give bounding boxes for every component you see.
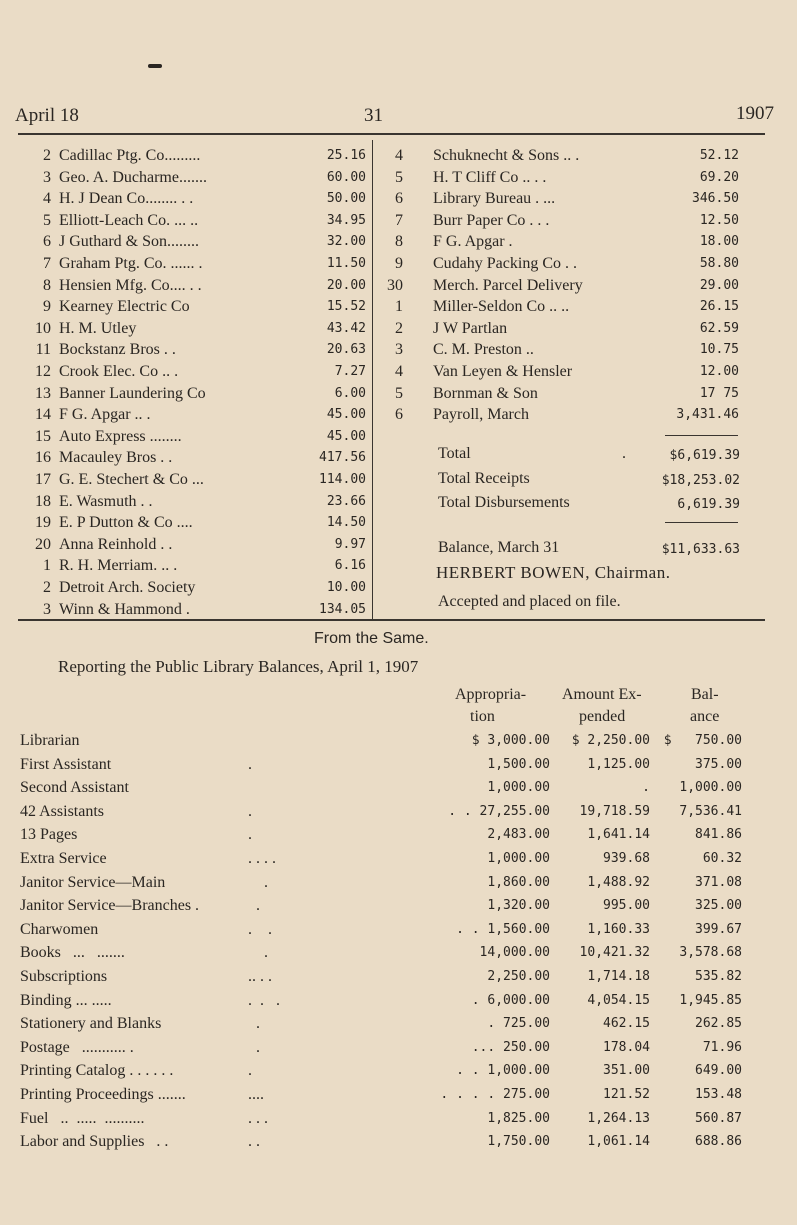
balance-row — [0, 1107, 797, 1131]
ledger-row-number: 1 — [395, 298, 403, 316]
expended-value: 462.15 — [603, 1016, 650, 1032]
ledger-row — [0, 360, 372, 384]
ledger-row — [0, 295, 372, 319]
ledger-row-amount: 11.50 — [326, 256, 366, 271]
balance-item-leader: . — [240, 826, 252, 844]
balance-item-name: Binding ... ..... — [20, 991, 112, 1009]
ledger-row — [0, 533, 372, 557]
ledger-row — [0, 554, 372, 578]
ledger-row-amount: 18.00 — [699, 234, 739, 250]
ledger-row — [373, 166, 797, 190]
balance-value: 3,578.68 — [679, 945, 742, 961]
ledger-row-payee: Bornman & Son — [433, 384, 538, 402]
ledger-row-payee: Burr Paper Co . . . — [433, 211, 550, 229]
ledger-row-amount: 7.27 — [334, 364, 366, 379]
ledger-row-amount: 43.42 — [326, 320, 366, 336]
ledger-row-payee: G. E. Stechert & Co ... — [59, 471, 204, 488]
expended-value: 1,061.14 — [587, 1134, 650, 1150]
ledger-row-number: 3 — [395, 341, 403, 359]
expended-value: 1,264.13 — [587, 1110, 650, 1126]
balance-item-name: 42 Assistants — [20, 802, 105, 820]
appropriation-value: 2,250.00 — [487, 969, 550, 984]
balance-item-leader: . . — [240, 1133, 260, 1151]
ledger-row — [0, 338, 372, 362]
ledger-row-payee: C. M. Preston .. — [433, 341, 534, 359]
balance-value: 688.86 — [695, 1134, 742, 1150]
ledger-row-payee: F G. Apgar . — [433, 233, 513, 251]
ledger-row-payee: Elliott-Leach Co. ... .. — [59, 211, 199, 229]
ledger-row — [0, 144, 372, 168]
ledger-row-amount: 62.59 — [699, 320, 739, 336]
balance-value: 71.96 — [702, 1039, 742, 1055]
appropriation-value: $ 3,000.00 — [471, 733, 550, 748]
balance-item-name: Stationery and Blanks — [20, 1015, 162, 1033]
ledger-row-payee: Cadillac Ptg. Co......... — [59, 147, 201, 164]
balance-value: 1,945.85 — [679, 992, 742, 1008]
ledger-row-amount: 346.50 — [692, 191, 739, 207]
ink-mark — [148, 64, 162, 68]
ledger-row — [373, 403, 797, 427]
totals-rule-top — [665, 435, 738, 436]
ledger-row-number: 7 — [43, 255, 51, 272]
ledger-row-payee: Auto Express ........ — [59, 427, 182, 445]
ledger-row-number: 6 — [395, 406, 403, 424]
balance-item-leader: . — [240, 1015, 260, 1033]
ledger-row-number: 5 — [43, 211, 51, 229]
balance-row — [0, 729, 797, 753]
ledger-row-payee: Kearney Electric Co — [59, 298, 190, 316]
ledger-row-number: 13 — [35, 384, 51, 402]
ledger-row — [373, 144, 797, 168]
header-rule — [18, 133, 765, 135]
balance-value: 371.08 — [695, 874, 742, 890]
expended-value: 1,125.00 — [587, 756, 650, 772]
ledger-row-payee: R. H. Merriam. .. . — [59, 557, 178, 575]
balance-item-name: Printing Catalog . . . . . . — [20, 1062, 174, 1080]
balance-row — [0, 871, 797, 895]
balance-row — [0, 1036, 797, 1060]
balance-row — [0, 1012, 797, 1036]
appropriation-value: . . 1,560.00 — [456, 921, 550, 937]
ledger-row-amount: 23.66 — [326, 493, 366, 509]
ledger-row-payee: Anna Reinhold . . — [59, 535, 173, 553]
ledger-row-amount: 114.00 — [319, 472, 366, 487]
balance-row — [0, 894, 797, 918]
ledger-row-number: 5 — [395, 384, 403, 402]
balance-item-leader: .... — [240, 1086, 264, 1103]
appropriation-value: . 725.00 — [487, 1016, 550, 1032]
ledger-row-payee: Winn & Hammond . — [59, 600, 190, 618]
ledger-row — [0, 209, 372, 233]
ledger-row-number: 4 — [43, 190, 51, 208]
ledger-row — [0, 187, 372, 211]
expended-value: 995.00 — [603, 898, 650, 914]
ledger-row-amount: 69.20 — [699, 169, 739, 185]
ledger-row-payee: H. J Dean Co........ . . — [59, 190, 194, 208]
balance-item-leader: . . — [240, 920, 272, 938]
ledger-row-number: 2 — [43, 579, 51, 596]
ledger-row-amount: 3,431.46 — [676, 407, 739, 423]
appropriation-value: 1,500.00 — [487, 756, 550, 772]
balance-item-leader: . . . . — [240, 850, 276, 867]
balance-row — [0, 1130, 797, 1154]
ledger-row-payee: Detroit Arch. Society — [59, 579, 196, 596]
ledger-row-amount: 50.00 — [326, 191, 366, 207]
appropriation-header-2: tion — [470, 708, 495, 725]
section-title: From the Same. — [314, 630, 429, 647]
balance-item-name: Extra Service — [20, 850, 107, 867]
ledger-row — [373, 274, 797, 298]
ledger-row-number: 2 — [395, 319, 403, 337]
balance-item-leader: . — [240, 1062, 252, 1080]
balance-value: 7,536.41 — [679, 803, 742, 819]
ledger-row-payee: Geo. A. Ducharme....... — [59, 168, 207, 186]
balance-row — [0, 989, 797, 1013]
appropriation-value: . . 1,000.00 — [456, 1063, 550, 1079]
ledger-row-payee: Cudahy Packing Co . . — [433, 255, 577, 272]
ledger-row-amount: 20.63 — [326, 342, 366, 358]
expended-value: 1,488.92 — [587, 874, 650, 890]
ledger-row-amount: 15.52 — [326, 299, 366, 315]
section-rule — [18, 619, 765, 621]
balance-item-leader: . — [240, 755, 252, 773]
balance-item-name: First Assistant — [20, 755, 112, 773]
balance-value: 1,000.00 — [679, 780, 742, 796]
ledger-row — [0, 425, 372, 449]
ledger-row-payee: Bockstanz Bros . . — [59, 341, 176, 359]
ledger-row — [373, 252, 797, 276]
expended-header: Amount Ex- — [562, 686, 642, 703]
ledger-row-number: 9 — [43, 298, 51, 316]
balance-value: 375.00 — [695, 756, 742, 772]
balance-value: 560.87 — [695, 1110, 742, 1126]
appropriation-value: ... 250.00 — [471, 1039, 550, 1055]
ledger-row — [0, 576, 372, 600]
ledger-row-payee: F G. Apgar .. . — [59, 406, 151, 424]
balance-row — [0, 847, 797, 871]
total-disbursements-label: Total Disbursements — [438, 494, 570, 511]
balance-item-name: Fuel .. ..... .......... — [20, 1109, 145, 1127]
balance-row — [0, 965, 797, 989]
balance-header-2: ance — [690, 708, 720, 725]
ledger-row-amount: 9.97 — [334, 536, 366, 552]
ledger-row-number: 7 — [395, 211, 403, 229]
ledger-row-number: 1 — [43, 557, 51, 575]
ledger-row-number: 6 — [395, 190, 403, 208]
balance-value: 649.00 — [695, 1063, 742, 1079]
ledger-row — [0, 598, 372, 622]
ledger-row-number: 3 — [43, 600, 51, 618]
expended-value: 10,421.32 — [579, 945, 650, 961]
ledger-row-number: 14 — [35, 406, 51, 424]
balance-item-name: Librarian — [20, 732, 80, 749]
ledger-row-amount: 34.95 — [326, 212, 366, 228]
ledger-row-number: 17 — [35, 471, 51, 488]
appropriation-value: 1,860.00 — [487, 874, 550, 890]
ledger-row-number: 19 — [35, 514, 51, 532]
balance-row — [0, 918, 797, 942]
ledger-row-payee: Hensien Mfg. Co.... . . — [59, 276, 202, 294]
balance-value: 535.82 — [695, 969, 742, 984]
ledger-row — [373, 209, 797, 233]
ledger-row-amount: 12.00 — [699, 364, 739, 379]
balance-label: Balance, March 31 — [438, 539, 560, 556]
ledger-row — [0, 382, 372, 406]
header-year: 1907 — [736, 103, 774, 124]
balance-item-leader: . — [240, 944, 268, 962]
balance-value: 153.48 — [695, 1087, 742, 1102]
ledger-row-payee: Graham Ptg. Co. ...... . — [59, 255, 203, 272]
expended-value: 351.00 — [603, 1063, 650, 1079]
total-amount: $6,619.39 — [669, 448, 740, 463]
ledger-row-number: 4 — [395, 147, 403, 164]
balance-item-leader: . . . — [240, 1109, 268, 1127]
ledger-row-payee: Payroll, March — [433, 406, 529, 424]
balance-row — [0, 823, 797, 847]
balance-value: 325.00 — [695, 898, 742, 914]
ledger-row — [0, 403, 372, 427]
expended-value: 939.68 — [603, 851, 650, 866]
ledger-row-number: 20 — [35, 535, 51, 553]
balance-value: 841.86 — [695, 827, 742, 843]
balance-item-name: Janitor Service—Main — [20, 873, 166, 891]
appropriation-header: Appropria- — [455, 686, 527, 703]
accepted-note: Accepted and placed on file. — [438, 593, 621, 610]
ledger-row — [0, 490, 372, 514]
ledger-row-amount: 10.00 — [326, 580, 366, 595]
ledger-row-number: 15 — [35, 427, 51, 445]
appropriation-value: 1,000.00 — [487, 780, 550, 796]
ledger-row-amount: 417.56 — [319, 450, 366, 466]
balance-header: Bal- — [691, 686, 719, 703]
ledger-row-payee: Library Bureau . ... — [433, 190, 556, 208]
expended-value: 1,714.18 — [587, 969, 650, 984]
appropriation-value: 14,000.00 — [479, 945, 550, 961]
appropriation-value: 2,483.00 — [487, 827, 550, 843]
balance-item-name: Postage ........... . — [20, 1038, 134, 1056]
ledger-row-payee: H. M. Utley — [59, 319, 137, 337]
balance-item-leader: . — [240, 802, 252, 820]
total-receipts-amount: $18,253.02 — [661, 473, 740, 488]
ledger-row — [373, 338, 797, 362]
balance-item-name: 13 Pages — [20, 826, 78, 844]
total-receipts-label: Total Receipts — [438, 470, 530, 487]
ledger-row-payee: E. Wasmuth . . — [59, 492, 153, 510]
ledger-row-payee: Van Leyen & Hensler — [433, 363, 573, 380]
ledger-row-number: 8 — [43, 276, 51, 294]
ledger-row-number: 6 — [43, 233, 51, 251]
ledger-row — [373, 187, 797, 211]
balance-item-name: Books ... ....... — [20, 944, 125, 962]
ledger-row — [0, 274, 372, 298]
balance-item-name: Printing Proceedings ....... — [20, 1086, 186, 1103]
appropriation-value: 1,825.00 — [487, 1110, 550, 1126]
ledger-row-payee: E. P Dutton & Co .... — [59, 514, 193, 532]
balance-value: 262.85 — [695, 1016, 742, 1032]
ledger-row-amount: 25.16 — [326, 148, 366, 163]
balance-item-leader: . . . — [240, 991, 280, 1009]
balance-row — [0, 1059, 797, 1083]
balance-value: 60.32 — [702, 851, 742, 866]
balance-amount: $11,633.63 — [661, 542, 740, 557]
balance-item-name: Charwomen — [20, 920, 99, 938]
ledger-row-amount: 60.00 — [326, 169, 366, 185]
ledger-row-number: 3 — [43, 168, 51, 186]
ledger-row-payee: Schuknecht & Sons .. . — [433, 147, 580, 164]
appropriation-value: 1,320.00 — [487, 898, 550, 914]
balance-item-name: Second Assistant — [20, 779, 129, 797]
balance-row — [0, 941, 797, 965]
ledger-row-number: 30 — [387, 276, 403, 294]
ledger-row — [373, 230, 797, 254]
appropriation-value: 1,000.00 — [487, 851, 550, 866]
ledger-row-number: 18 — [35, 492, 51, 510]
expended-value: 178.04 — [603, 1039, 650, 1055]
balance-row — [0, 800, 797, 824]
ledger-row-number: 16 — [35, 449, 51, 467]
ledger-row-amount: 32.00 — [326, 234, 366, 250]
ledger-row-amount: 12.50 — [699, 212, 739, 228]
ledger-row — [0, 446, 372, 470]
appropriation-value: . . . . 275.00 — [440, 1087, 550, 1102]
ledger-row-number: 11 — [35, 341, 51, 359]
expended-value: . — [642, 780, 650, 796]
ledger-row — [0, 252, 372, 276]
expended-value: 4,054.15 — [587, 992, 650, 1008]
expended-value: $ 2,250.00 — [571, 733, 650, 748]
ledger-row — [0, 166, 372, 190]
ledger-row-number: 8 — [395, 233, 403, 251]
ledger-row — [0, 468, 372, 492]
ledger-row-amount: 45.00 — [326, 407, 366, 423]
appropriation-value: . . 27,255.00 — [448, 803, 550, 819]
ledger-row-amount: 29.00 — [699, 277, 739, 293]
balance-row — [0, 776, 797, 800]
ledger-row-amount: 52.12 — [699, 148, 739, 163]
expended-value: 19,718.59 — [579, 803, 650, 819]
ledger-row-amount: 26.15 — [699, 299, 739, 315]
balance-item-leader: .. . . — [240, 968, 272, 985]
appropriation-value: 1,750.00 — [487, 1134, 550, 1150]
balance-item-name: Labor and Supplies . . — [20, 1133, 169, 1151]
ledger-row — [373, 382, 797, 406]
ledger-row-amount: 6.16 — [334, 558, 366, 574]
ledger-row-number: 2 — [43, 147, 51, 164]
ledger-row-amount: 6.00 — [334, 385, 366, 401]
expended-header-2: pended — [579, 708, 626, 725]
ledger-row-amount: 45.00 — [326, 428, 366, 444]
ledger-row-payee: Miller-Seldon Co .. .. — [433, 298, 570, 316]
total-label: Total — [438, 445, 471, 462]
ledger-row-number: 12 — [35, 363, 51, 380]
balance-value: 399.67 — [695, 921, 742, 937]
section-subtitle: Reporting the Public Library Balances, April 1, 1907 — [58, 657, 419, 676]
balance-value: $ 750.00 — [663, 733, 742, 748]
balance-item-name: Janitor Service—Branches . — [20, 897, 200, 915]
ledger-row-amount: 10.75 — [699, 342, 739, 358]
ledger-row-payee: H. T Cliff Co .. . . — [433, 168, 547, 186]
expended-value: 121.52 — [603, 1087, 650, 1102]
ledger-row-amount: 17 75 — [699, 385, 739, 401]
ledger-row-payee: J W Partlan — [433, 319, 508, 337]
ledger-row — [373, 317, 797, 341]
ledger-row-amount: 134.05 — [319, 601, 366, 617]
ledger-row-payee: Macauley Bros . . — [59, 449, 173, 467]
ledger-row-payee: J Guthard & Son........ — [59, 233, 199, 251]
expended-value: 1,160.33 — [587, 921, 650, 937]
appropriation-value: . 6,000.00 — [471, 992, 550, 1008]
balance-item-leader: . — [240, 897, 260, 915]
chairman-signature: HERBERT BOWEN, Chairman. — [436, 563, 671, 582]
balance-row — [0, 753, 797, 777]
totals-rule-bottom — [665, 522, 738, 523]
expended-value: 1,641.14 — [587, 827, 650, 843]
total-dot: . — [622, 445, 626, 462]
ledger-row — [0, 230, 372, 254]
ledger-row-amount: 58.80 — [699, 256, 739, 271]
ledger-row-number: 9 — [395, 255, 403, 272]
header-date: April 18 — [15, 105, 79, 126]
ledger-row — [0, 511, 372, 535]
ledger-row-amount: 14.50 — [326, 515, 366, 531]
ledger-row — [373, 360, 797, 384]
balance-row — [0, 1083, 797, 1107]
balance-item-name: Subscriptions — [20, 968, 108, 985]
balance-item-leader: . — [240, 873, 268, 891]
total-disbursements-amount: 6,619.39 — [677, 497, 740, 512]
ledger-row — [0, 317, 372, 341]
ledger-row-amount: 20.00 — [326, 277, 366, 293]
ledger-row-payee: Banner Laundering Co — [59, 384, 206, 402]
ledger-row-payee: Crook Elec. Co .. . — [59, 363, 179, 380]
balance-item-leader: . — [240, 1038, 260, 1056]
ledger-row-number: 4 — [395, 363, 403, 380]
page-number: 31 — [364, 105, 383, 126]
ledger-row — [373, 295, 797, 319]
ledger-row-payee: Merch. Parcel Delivery — [433, 276, 583, 294]
ledger-row-number: 10 — [35, 319, 51, 337]
ledger-row-number: 5 — [395, 168, 403, 186]
